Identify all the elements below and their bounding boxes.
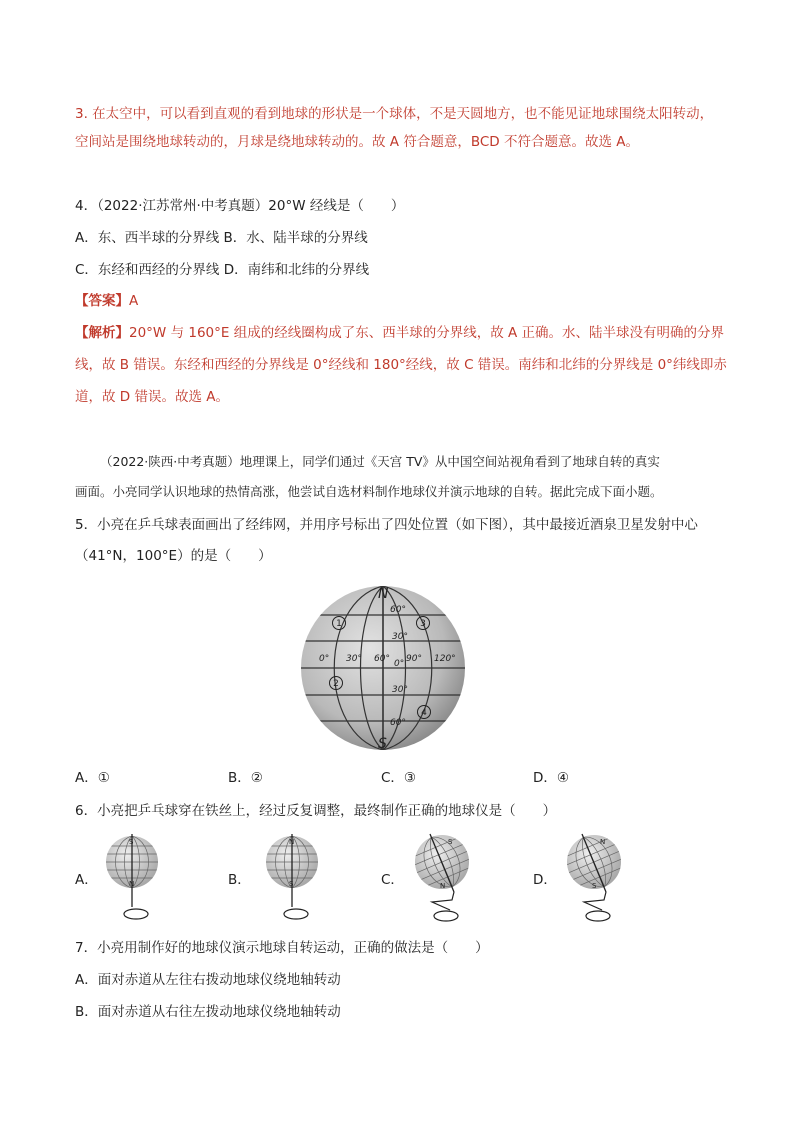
q4-stem: 4．（2022·江苏常州·中考真题）20°W 经线是（ ） [75,198,405,214]
q7-option-b: B．面对赤道从右往左拨动地球仪绕地轴转动 [75,1004,341,1020]
graticule-lines [298,586,468,750]
globe-b-top-label: N [289,838,295,846]
globe-c-top-label: S [448,838,453,846]
q4-analysis-3: 道，故 D 错误。故选 A。 [75,389,230,405]
position-label-3: 3 [420,619,426,629]
analysis-text-1: 20°W 与 160°E 组成的经线圈构成了东、西半球的分界线，故 A 正确。水、陆半球没有明确的分界 [129,325,725,341]
analysis-tag: 【解析】 [75,325,129,341]
position-label-4: 4 [421,708,427,718]
globe-lon-60: 60° [374,654,390,664]
globe-option-d [556,830,636,927]
q6-option-c-label: C． [381,872,404,888]
q3-line-2: 空间站是围绕地球转动的，月球是绕地球转动的。故 A 符合题意，BCD 不符合题意。故选 A。 [75,134,639,150]
globe-lon-120: 120° [434,654,456,664]
q6-stem: 6．小亮把乒乓球穿在铁丝上，经过反复调整，最终制作正确的地球仪是（ ） [75,803,557,819]
q4-answer [75,291,138,311]
globe-option-a [98,832,168,927]
globe-north-label: N [378,586,389,602]
q4-analysis-2: 线，故 B 错误。东经和西经的分界线是 0°经线和 180°经线，故 C 错误。南纬和北纬的分界线是 0°纬线即赤 [75,357,727,373]
globe-lat-0: 0° [394,659,405,669]
answer-tag: 【答案】 [75,293,129,309]
position-label-1: 1 [336,619,342,629]
globe-a-top-label: S [129,838,134,846]
answer-value: A [129,293,139,309]
q5-line-2: （41°N，100°E）的是（ ） [75,548,272,564]
globe-a-bottom-label: N [129,880,135,888]
position-label-2: 2 [333,679,339,689]
globe-d-top-label: N [600,838,606,846]
q5-option-a: A．① [75,770,110,786]
graticule-globe-figure [298,582,468,754]
globe-d-bottom-label: S [592,882,597,890]
q5-option-b: B．② [228,770,263,786]
q6-option-b-label: B． [228,872,251,888]
globe-lat-30s: 30° [392,685,408,695]
intro-line-2: 画面。小亮同学认识地球的热情高涨，他尝试自选材料制作地球仪并演示地球的自转。据此完成下面小题。 [75,484,663,499]
q5-option-d: D．④ [533,770,569,786]
globe-lat-60s: 60° [390,718,406,728]
globe-option-c [404,830,484,927]
q7-option-a: A．面对赤道从左往右拨动地球仪绕地轴转动 [75,972,341,988]
globe-lon-90: 90° [406,654,422,664]
q5-line-1: 5．小亮在乒乓球表面画出了经纬网，并用序号标出了四处位置（如下图），其中最接近酒泉卫星发射中心 [75,517,698,533]
globe-c-bottom-label: N [440,882,446,890]
q7-stem: 7．小亮用制作好的地球仪演示地球自转运动，正确的做法是（ ） [75,940,489,956]
q5-option-c: C．③ [381,770,417,786]
intro-line-1: （2022·陕西·中考真题）地理课上，同学们通过《天宫 TV》从中国空间站视角看到了地球自转的真实 [100,454,660,469]
q4-options-ab: A．东、西半球的分界线 B．水、陆半球的分界线 [75,230,368,246]
globe-b-bottom-label: S [289,880,294,888]
q4-analysis-1 [75,323,724,343]
globe-lat-60n: 60° [390,605,406,615]
q6-option-a-label: A． [75,872,98,888]
globe-option-b [258,832,328,927]
globe-lat-30n: 30° [392,632,408,642]
globe-south-label: S [378,736,387,752]
q6-option-d-label: D． [533,872,557,888]
globe-lon-30: 30° [346,654,362,664]
q4-options-cd: C．东经和西经的分界线 D．南纬和北纬的分界线 [75,262,370,278]
q3-line-1: 3. 在太空中，可以看到直观的看到地球的形状是一个球体，不是天圆地方，也不能见证地球围绕太阳转动， [75,106,714,122]
globe-lon-0: 0° [319,654,330,664]
